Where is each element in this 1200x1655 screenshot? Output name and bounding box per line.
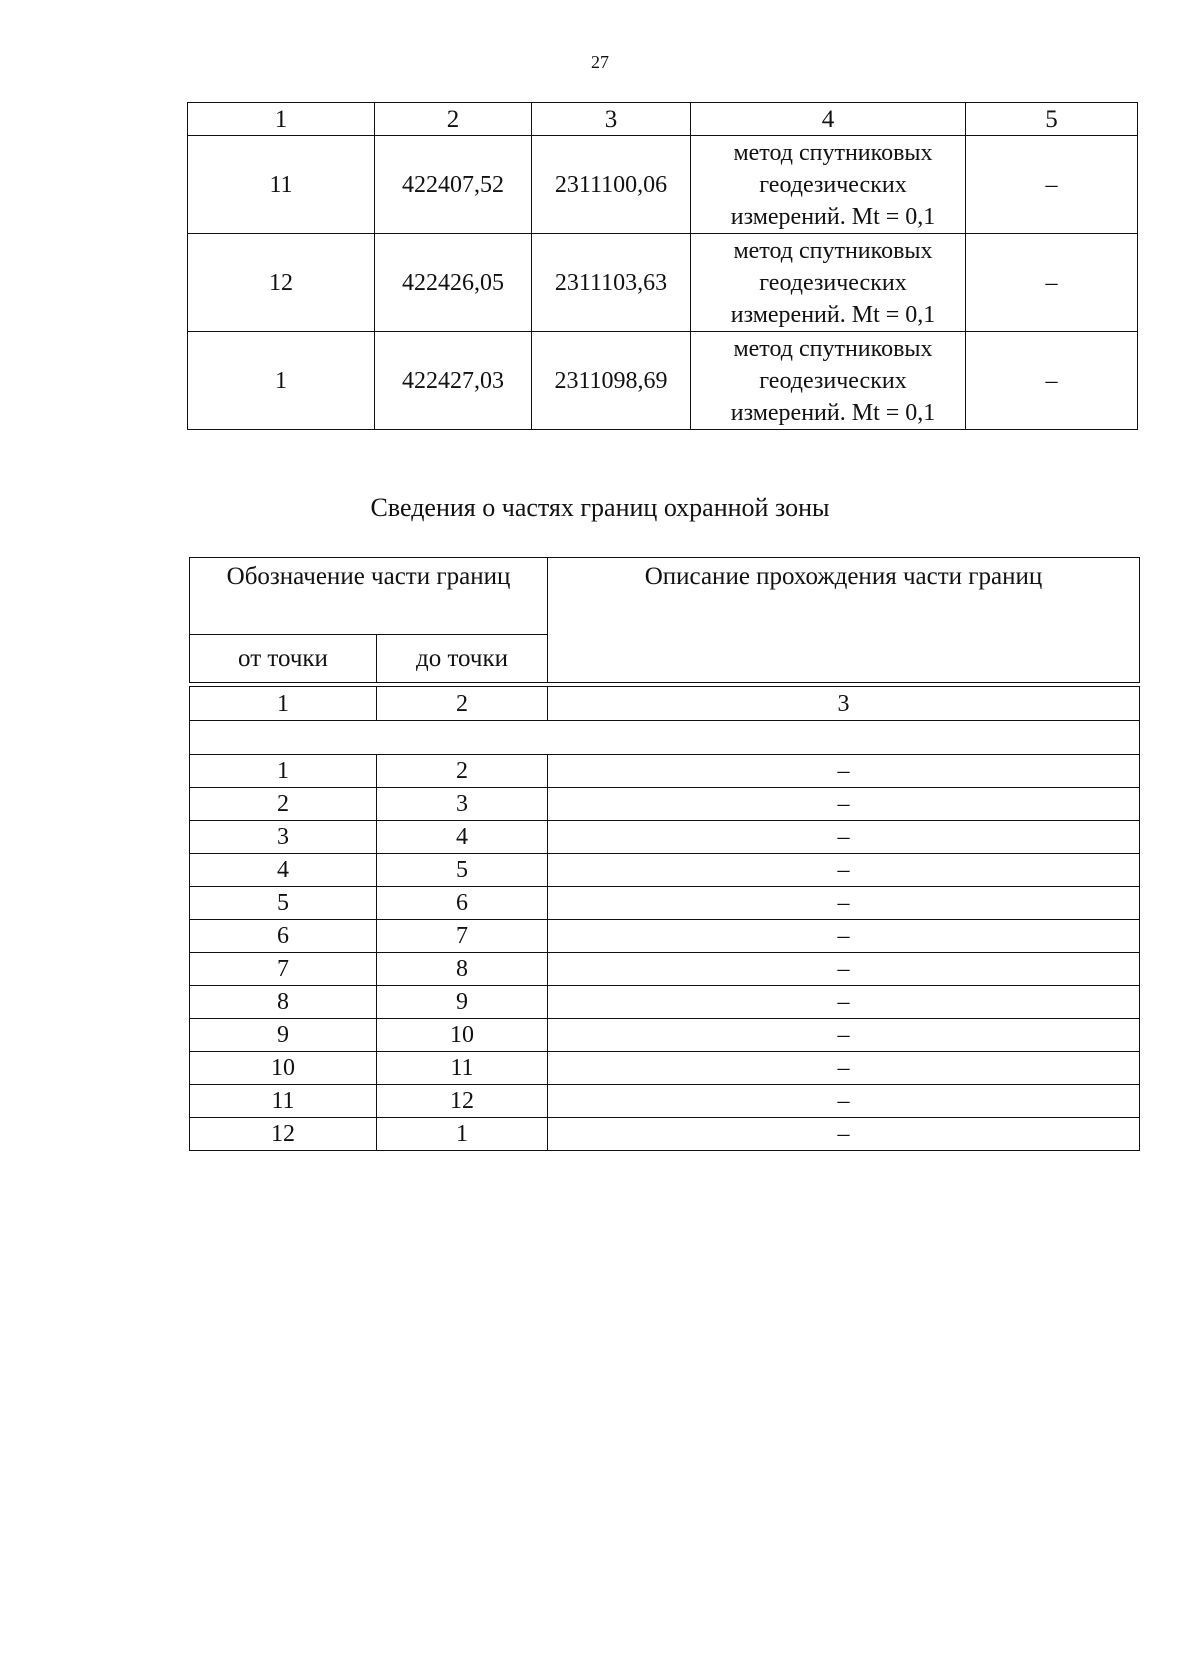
column-number: 3 bbox=[532, 103, 691, 136]
to-point: 2 bbox=[377, 755, 548, 788]
from-point: 7 bbox=[190, 953, 377, 986]
point-number: 12 bbox=[188, 234, 375, 332]
column-number-row bbox=[190, 687, 1140, 721]
table-row bbox=[190, 1085, 1140, 1118]
table-row bbox=[190, 788, 1140, 821]
note-cell: – bbox=[966, 136, 1138, 234]
table-row bbox=[190, 755, 1140, 788]
part-description: – bbox=[548, 821, 1140, 854]
point-number: 1 bbox=[188, 332, 375, 430]
y-coordinate: 2311103,63 bbox=[532, 234, 691, 332]
method-line: геодезических bbox=[759, 367, 907, 394]
from-point: 12 bbox=[190, 1118, 377, 1151]
to-point: 8 bbox=[377, 953, 548, 986]
column-number: 4 bbox=[691, 103, 966, 136]
part-description: – bbox=[548, 788, 1140, 821]
point-number: 11 bbox=[188, 136, 375, 234]
table-row bbox=[188, 234, 1138, 332]
part-description: – bbox=[548, 887, 1140, 920]
from-point: 11 bbox=[190, 1085, 377, 1118]
table-row bbox=[190, 887, 1140, 920]
method-description bbox=[691, 234, 966, 332]
to-point: 3 bbox=[377, 788, 548, 821]
x-coordinate: 422426,05 bbox=[375, 234, 532, 332]
to-point: 5 bbox=[377, 854, 548, 887]
method-line: геодезических bbox=[759, 269, 907, 296]
table-row bbox=[190, 854, 1140, 887]
method-line: измерений. Mt = 0,1 bbox=[730, 203, 936, 230]
page-number: 27 bbox=[591, 52, 609, 72]
coordinates-table-header-row bbox=[188, 103, 1138, 136]
part-description: – bbox=[548, 986, 1140, 1019]
method-line: метод спутниковых bbox=[733, 139, 933, 166]
to-point: 7 bbox=[377, 920, 548, 953]
from-point: 2 bbox=[190, 788, 377, 821]
part-description: – bbox=[548, 854, 1140, 887]
table-row bbox=[190, 1052, 1140, 1085]
method-line: метод спутниковых bbox=[733, 237, 933, 264]
boundary-parts-table bbox=[189, 557, 1140, 1151]
from-point: 5 bbox=[190, 887, 377, 920]
table-row bbox=[190, 953, 1140, 986]
from-point: 3 bbox=[190, 821, 377, 854]
part-description: – bbox=[548, 1118, 1140, 1151]
note-cell: – bbox=[966, 234, 1138, 332]
column-number: 5 bbox=[966, 103, 1138, 136]
blank-row bbox=[190, 721, 1140, 755]
parts-table-header-row bbox=[190, 558, 1140, 635]
to-point: 10 bbox=[377, 1019, 548, 1052]
from-point: 8 bbox=[190, 986, 377, 1019]
table-row bbox=[188, 136, 1138, 234]
column-number: 1 bbox=[188, 103, 375, 136]
table-row bbox=[190, 1118, 1140, 1151]
method-description bbox=[691, 136, 966, 234]
coordinates-table bbox=[187, 102, 1138, 430]
y-coordinate: 2311098,69 bbox=[532, 332, 691, 430]
part-description: – bbox=[548, 1052, 1140, 1085]
header-to-point: до точки bbox=[377, 635, 548, 683]
part-description: – bbox=[548, 953, 1140, 986]
to-point: 9 bbox=[377, 986, 548, 1019]
to-point: 4 bbox=[377, 821, 548, 854]
note-cell: – bbox=[966, 332, 1138, 430]
column-number: 1 bbox=[190, 687, 377, 721]
header-description: Описание прохождения части границ bbox=[548, 558, 1140, 683]
column-number: 2 bbox=[375, 103, 532, 136]
from-point: 4 bbox=[190, 854, 377, 887]
part-description: – bbox=[548, 1019, 1140, 1052]
to-point: 1 bbox=[377, 1118, 548, 1151]
column-number: 3 bbox=[548, 687, 1140, 721]
from-point: 9 bbox=[190, 1019, 377, 1052]
x-coordinate: 422427,03 bbox=[375, 332, 532, 430]
from-point: 6 bbox=[190, 920, 377, 953]
table-row bbox=[188, 332, 1138, 430]
part-description: – bbox=[548, 1085, 1140, 1118]
x-coordinate: 422407,52 bbox=[375, 136, 532, 234]
method-line: геодезических bbox=[759, 171, 907, 198]
from-point: 1 bbox=[190, 755, 377, 788]
table-row bbox=[190, 1019, 1140, 1052]
method-line: измерений. Mt = 0,1 bbox=[730, 399, 936, 426]
part-description: – bbox=[548, 755, 1140, 788]
method-description bbox=[691, 332, 966, 430]
header-from-point: от точки bbox=[190, 635, 377, 683]
table-row bbox=[190, 986, 1140, 1019]
y-coordinate: 2311100,06 bbox=[532, 136, 691, 234]
to-point: 11 bbox=[377, 1052, 548, 1085]
to-point: 6 bbox=[377, 887, 548, 920]
section-title: Сведения о частях границ охранной зоны bbox=[370, 493, 830, 522]
part-description: – bbox=[548, 920, 1140, 953]
method-line: метод спутниковых bbox=[733, 335, 933, 362]
to-point: 12 bbox=[377, 1085, 548, 1118]
method-line: измерений. Mt = 0,1 bbox=[730, 301, 936, 328]
header-designation: Обозначение части границ bbox=[190, 558, 548, 635]
blank-cell bbox=[190, 721, 1140, 755]
table-row bbox=[190, 920, 1140, 953]
from-point: 10 bbox=[190, 1052, 377, 1085]
table-row bbox=[190, 821, 1140, 854]
column-number: 2 bbox=[377, 687, 548, 721]
